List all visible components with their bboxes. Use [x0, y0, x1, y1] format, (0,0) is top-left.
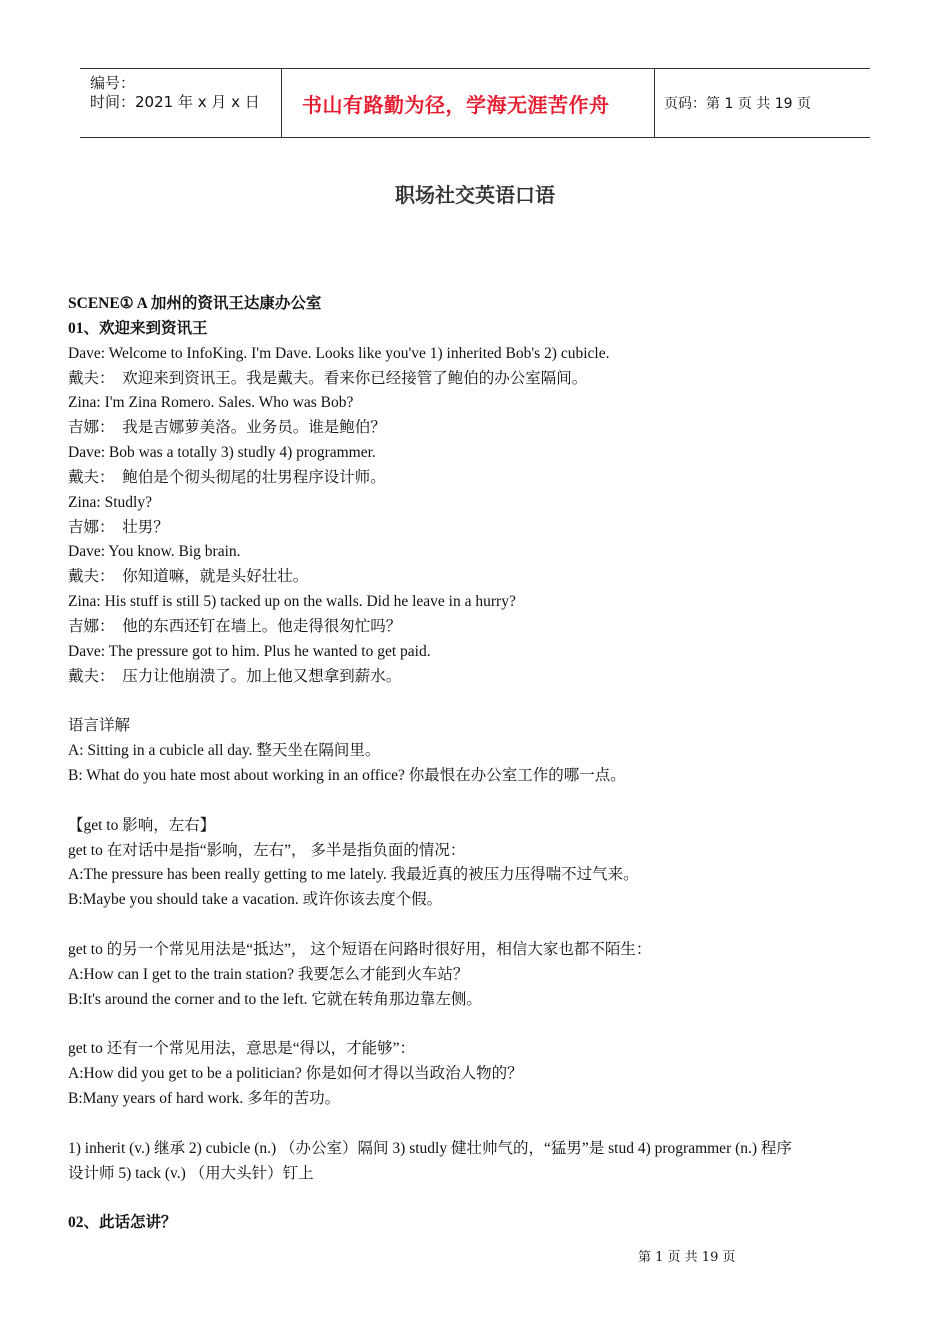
document-title: 职场社交英语口语: [395, 183, 555, 207]
text-line: 设计师 5) tack (v.) （用大头针）钉上: [68, 1164, 314, 1182]
text-line: B:It's around the corner and to the left. 它就在转角那边靠左侧。: [68, 990, 482, 1008]
text-line: B:Maybe you should take a vacation. 或许你该去度个假。: [68, 891, 443, 909]
text-line: B:Many years of hard work. 多年的苦功。: [68, 1090, 341, 1107]
text-line: A:How can I get to the train station? 我要怎么才能到火车站？: [68, 965, 469, 983]
blank-line: [68, 1112, 888, 1137]
blank-line: [68, 789, 888, 814]
text-line: 【get to 影响，左右】: [68, 816, 216, 834]
header-motto-cell: [281, 69, 655, 137]
text-line: 1) inherit (v.) 继承 2) cubicle (n.) （办公室）隔间 3) studly 健壮帅气的，“猛男”是 stud 4) programmer (n.) 程序: [68, 1139, 792, 1157]
text-line: get to 的另一个常见用法是“抵达”， 这个短语在问路时很好用，相信大家也都不陌生：: [68, 940, 652, 958]
text-line: 戴夫： 鲍伯是个彻头彻尾的壮男程序设计师。: [68, 468, 386, 486]
blank-line: [68, 690, 888, 715]
time-label: 时间：2021 年 x 月 x 日: [90, 93, 260, 111]
text-line: 吉娜： 他的东西还钉在墙上。他走得很匆忙吗？: [68, 617, 402, 635]
text-line: Dave: Bob was a totally 3) studly 4) programmer.: [68, 444, 376, 462]
header-meta-cell: [80, 69, 280, 137]
text-line: A: Sitting in a cubicle all day. 整天坐在隔间里。: [68, 742, 381, 760]
text-line: 戴夫： 压力让他崩溃了。加上他又想拿到薪水。: [68, 667, 402, 685]
text-line: get to 在对话中是指“影响，左右”， 多半是指负面的情况：: [68, 841, 466, 859]
text-line: 01、欢迎来到资讯王: [68, 319, 208, 337]
text-line: Dave: The pressure got to him. Plus he wanted to get paid.: [68, 642, 431, 660]
text-line: A:The pressure has been really getting to me lately. 我最近真的被压力压得喘不过气来。: [68, 866, 639, 884]
text-line: Zina: Studly?: [68, 493, 152, 511]
text-line: 吉娜： 我是吉娜萝美洛。业务员。谁是鲍伯？: [68, 419, 386, 437]
text-line: 吉娜： 壮男？: [68, 518, 169, 536]
text-line: A:How did you get to be a politician? 你是如何才得以当政治人物的？: [68, 1065, 523, 1083]
text-line: 戴夫： 你知道嘛，就是头好壮壮。: [68, 568, 309, 586]
blank-line: [68, 913, 888, 938]
page-info: 页码：第 1 页 共 19 页: [664, 96, 811, 112]
text-line: 语言详解: [68, 717, 131, 735]
text-line: Dave: Welcome to InfoKing. I'm Dave. Looks like you've 1) inherited Bob's 2) cubicle.: [68, 344, 610, 362]
header-table: [80, 68, 870, 138]
text-line: Zina: His stuff is still 5) tacked up on the walls. Did he leave in a hurry?: [68, 593, 516, 611]
text-line: 戴夫： 欢迎来到资讯王。我是戴夫。看来你已经接管了鲍伯的办公室隔间。: [68, 369, 588, 387]
blank-line: [68, 1186, 888, 1211]
blank-line: [68, 1012, 888, 1037]
text-line: B: What do you hate most about working in an office? 你最恨在办公室工作的哪一点。: [68, 767, 626, 785]
motto-text: 书山有路勤为径，学海无涯苦作舟: [302, 93, 610, 117]
text-line: 02、此话怎讲？: [68, 1214, 177, 1232]
number-label: 编号：: [90, 74, 136, 92]
text-line: SCENE① A 加州的资讯王达康办公室: [68, 295, 322, 312]
document-body: [68, 292, 888, 1236]
text-line: get to 还有一个常见用法，意思是“得以，才能够”：: [68, 1040, 416, 1058]
text-line: Zina: I'm Zina Romero. Sales. Who was Bob?: [68, 394, 354, 412]
page-footer: 第 1 页 共 19 页: [638, 1250, 736, 1265]
text-line: Dave: You know. Big brain.: [68, 543, 241, 561]
